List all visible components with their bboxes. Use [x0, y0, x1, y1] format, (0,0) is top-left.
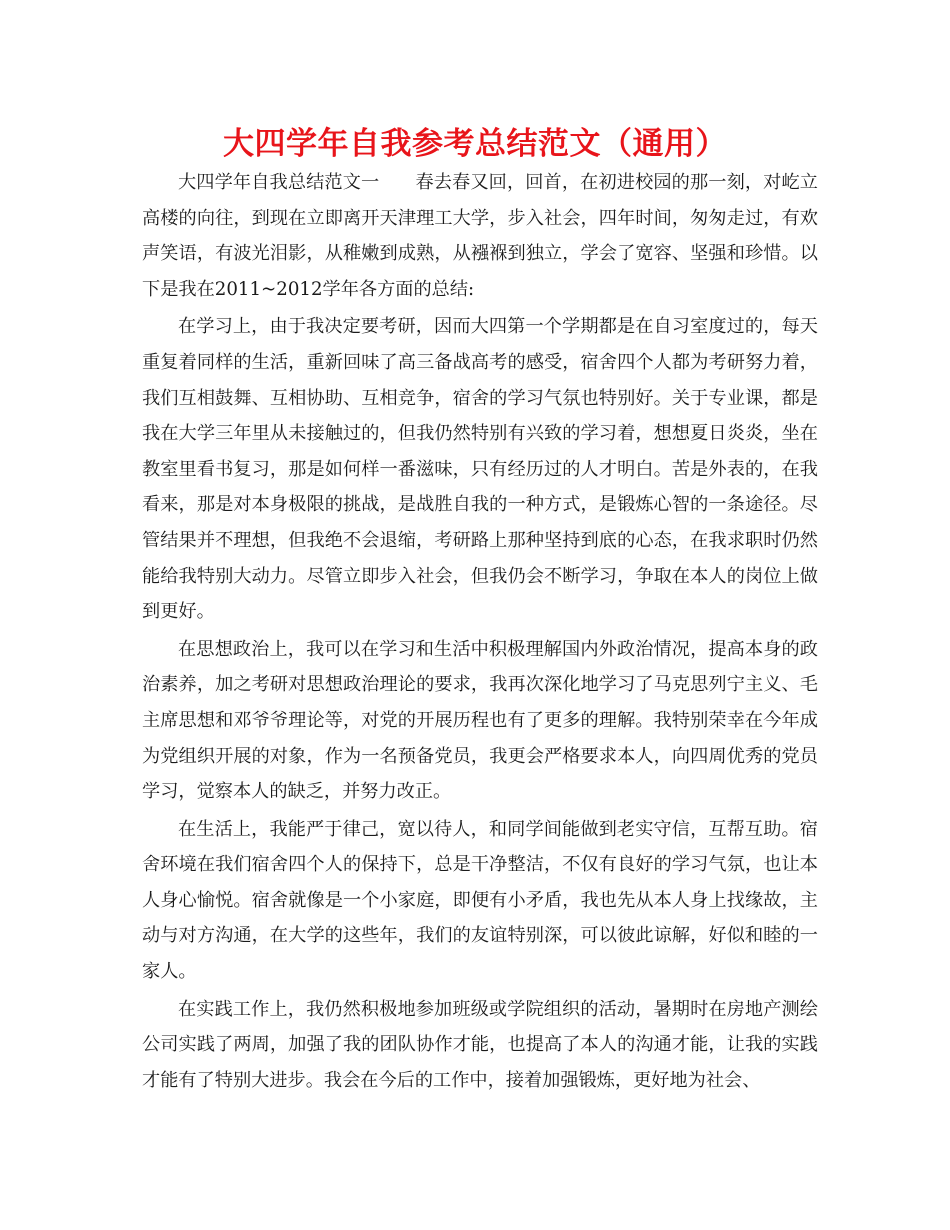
paragraph-study: 在学习上，由于我决定要考研，因而大四第一个学期都是在自习室度过的，每天重复着同样的生活，重新回味了高三备战高考的感受，宿舍四个人都为考研努力着，我们互相鼓舞、互相协助、互相竞争，宿舍的学习气氛也特别好。关于专业课，都是我在大学三年里从未接触过的，但我仍然特别有兴致的学习着，想想夏日炎炎，坐在教室里看书复习，那是如何样一番滋味，只有经历过的人才明白。苦是外表的，在我看来，那是对本身极限的挑战，是战胜自我的一种方式，是锻炼心智的一条途径。尽管结果并不理想，但我绝不会退缩，考研路上那种坚持到底的心态，在我求职时仍然能给我特别大动力。尽管立即步入社会，但我仍会不断学习，争取在本人的岗位上做到更好。: [142, 316, 818, 623]
document-title: 大四学年自我参考总结范文（通用）: [223, 126, 727, 162]
intro-paragraph: [142, 165, 818, 307]
intro-text: 春去春又回，回首，在初进校园的那一刻，对屹立高楼的向往，到现在立即离开天津理工大学，步入社会，四年时间，匆匆走过，有欢声笑语，有波光泪影，从稚嫩到成熟，从襁褓到独立，学会了宽容、坚强和珍惜。以下是我在2011~2012学年各方面的总结:: [142, 172, 818, 300]
paragraph-life: 在生活上，我能严于律己，宽以待人，和同学间能做到老实守信，互帮互助。宿舍环境在我们宿舍四个人的保持下，总是干净整洁，不仅有良好的学习气氛，也让本人身心愉悦。宿舍就像是一个小家庭，即便有小矛盾，我也先从本人身上找缘故，主动与对方沟通，在大学的这些年，我们的友谊特别深，可以彼此谅解，好似和睦的一家人。: [142, 818, 818, 983]
document-body: [142, 165, 818, 1098]
intro-heading: 大四学年自我总结范文一: [178, 172, 380, 193]
paragraph-practice: 在实践工作上，我仍然积极地参加班级或学院组织的活动，暑期时在房地产测绘公司实践了两周，加强了我的团队协作才能，也提高了本人的沟通才能，让我的实践才能有了特别大进步。我会在今后的工作中，接着加强锻炼，更好地为社会、: [142, 998, 818, 1091]
paragraph-politics: 在思想政治上，我可以在学习和生活中积极理解国内外政治情况，提高本身的政治素养，加之考研对思想政治理论的要求，我再次深化地学习了马克思列宁主义、毛主席思想和邓爷爷理论等，对党的开展历程也有了更多的理解。我特别荣幸在今年成为党组织开展的对象，作为一名预备党员，我更会严格要求本人，向四周优秀的党员学习，觉察本人的缺乏，并努力改正。: [142, 638, 818, 803]
